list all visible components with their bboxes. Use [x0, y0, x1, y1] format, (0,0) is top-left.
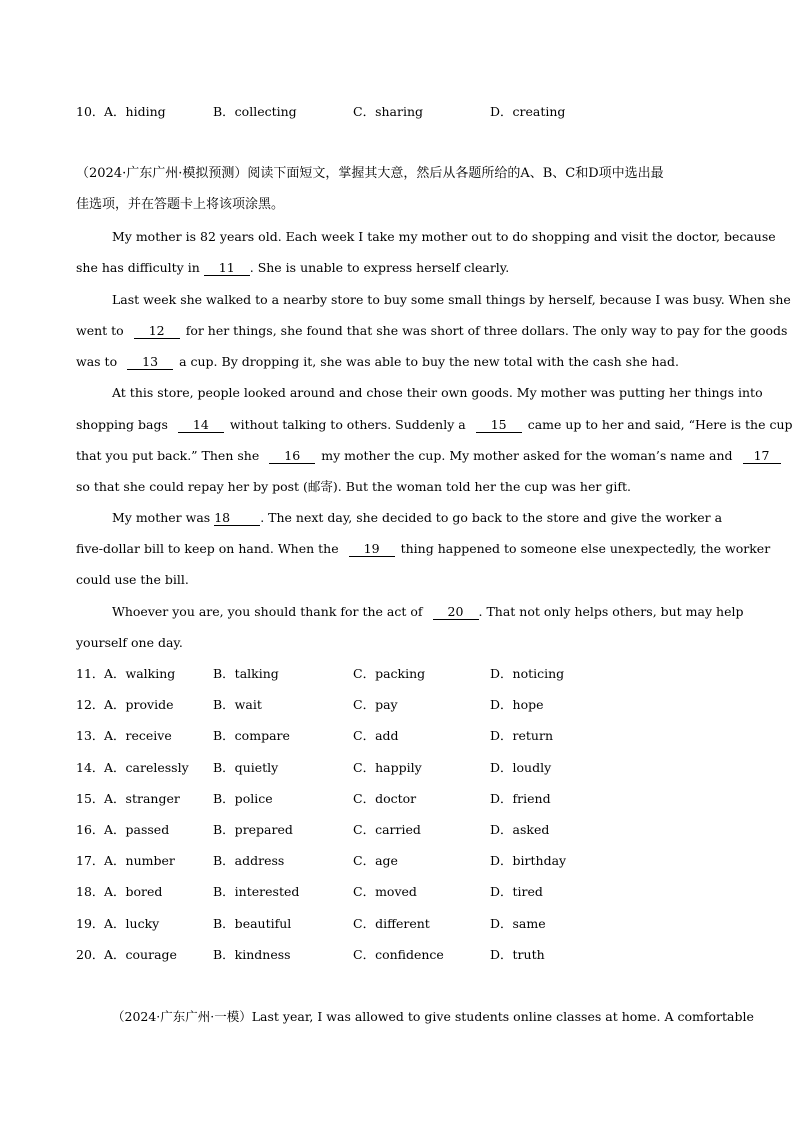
- blank-11[interactable]: 11: [204, 261, 250, 276]
- passage-line: My mother is 82 years old. Each week I take my mother out to do shopping and visit the doctor, because: [112, 229, 776, 244]
- option-a[interactable]: A．passed: [104, 822, 170, 837]
- passage-line: [112, 604, 743, 620]
- question-number: 11．: [76, 666, 105, 681]
- passage-line: [76, 417, 793, 433]
- text: without talking to others. Suddenly a: [229, 417, 466, 432]
- text: came up to her and said, “Here is the cup: [527, 417, 793, 432]
- option-c[interactable]: C．different: [353, 915, 430, 931]
- question-number: 12．: [76, 697, 105, 713]
- text: thing happened to someone else unexpectedly, the worker: [400, 541, 771, 556]
- passage-line: yourself one day.: [76, 635, 183, 650]
- option-d[interactable]: D．friend: [490, 790, 551, 806]
- text: a cup. By dropping it, she was able to buy the new total with the cash she had.: [179, 354, 679, 369]
- blank-17[interactable]: 17: [743, 449, 781, 464]
- option-b: B．collecting: [213, 104, 297, 119]
- option-c[interactable]: C．moved: [353, 884, 417, 900]
- blank-18[interactable]: 18: [214, 511, 260, 526]
- option-a[interactable]: A．receive: [104, 728, 172, 744]
- option-a: A．hiding: [104, 104, 166, 119]
- option-b[interactable]: B．police: [213, 790, 273, 806]
- section-intro-line-2: 佳选项，并在答题卡上将该项涂黑。: [76, 197, 285, 212]
- blank-13[interactable]: 13: [127, 355, 173, 370]
- option-d[interactable]: D．same: [490, 915, 546, 931]
- question-number: 13．: [76, 728, 105, 744]
- option-c[interactable]: C．pay: [353, 697, 398, 713]
- text: that you put back.” Then she: [76, 448, 260, 463]
- option-a[interactable]: A．walking: [104, 666, 176, 681]
- text: five-dollar bill to keep on hand. When the: [76, 541, 339, 556]
- option-d[interactable]: D．hope: [490, 697, 544, 713]
- passage-line: so that she could repay her by post (邮寄). But the woman told her the cup was her gift.: [76, 479, 631, 494]
- option-d[interactable]: D．truth: [490, 946, 545, 962]
- text: went to: [76, 323, 124, 338]
- option-c[interactable]: C．packing: [353, 666, 426, 681]
- option-b[interactable]: B．prepared: [213, 822, 293, 837]
- text: was to: [76, 354, 118, 369]
- option-a[interactable]: A．stranger: [104, 790, 180, 806]
- option-c[interactable]: C．confidence: [353, 946, 444, 962]
- option-c[interactable]: C．doctor: [353, 790, 417, 806]
- text: . She is unable to express herself clearly.: [249, 260, 510, 275]
- question-number: 17．: [76, 853, 105, 869]
- question-number: 14．: [76, 759, 105, 775]
- option-b[interactable]: B．beautiful: [213, 915, 292, 931]
- text: . The next day, she decided to go back to the store and give the worker a: [260, 510, 723, 525]
- option-a[interactable]: A．bored: [104, 884, 163, 900]
- option-a[interactable]: A．courage: [104, 946, 177, 962]
- question-number: 18．: [76, 884, 105, 900]
- option-d: D．creating: [490, 104, 566, 119]
- blank-20[interactable]: 20: [433, 605, 479, 620]
- passage-line: [76, 260, 509, 276]
- option-d[interactable]: D．noticing: [490, 666, 565, 681]
- option-b[interactable]: B．talking: [213, 666, 279, 681]
- passage-line: At this store, people looked around and chose their own goods. My mother was putting her things into: [112, 385, 763, 400]
- option-b[interactable]: B．wait: [213, 697, 262, 713]
- question-number: 10．: [76, 104, 105, 119]
- blank-16[interactable]: 16: [269, 449, 315, 464]
- option-b[interactable]: B．address: [213, 853, 285, 869]
- option-b[interactable]: B．quietly: [213, 759, 279, 775]
- option-d[interactable]: D．return: [490, 728, 553, 744]
- passage-line: could use the bill.: [76, 572, 189, 587]
- text: Whoever you are, you should thank for the act of: [112, 604, 423, 619]
- option-b[interactable]: B．kindness: [213, 946, 291, 962]
- text: shopping bags: [76, 417, 168, 432]
- passage-line: [76, 323, 787, 339]
- question-number: 19．: [76, 915, 105, 931]
- blank-19[interactable]: 19: [349, 542, 395, 557]
- text: she has difficulty in: [76, 260, 200, 275]
- blank-12[interactable]: 12: [134, 324, 180, 339]
- option-c[interactable]: C．carried: [353, 822, 421, 837]
- option-c[interactable]: C．add: [353, 728, 399, 744]
- passage-line: [76, 448, 781, 464]
- option-a[interactable]: A．lucky: [104, 915, 160, 931]
- question-number: 15．: [76, 790, 105, 806]
- option-c[interactable]: C．age: [353, 853, 398, 869]
- option-d[interactable]: D．birthday: [490, 853, 567, 869]
- passage-line: Last week she walked to a nearby store to buy some small things by herself, because I was busy. When she: [112, 292, 791, 307]
- option-d[interactable]: D．tired: [490, 884, 543, 900]
- text: my mother the cup. My mother asked for the woman’s name and: [321, 448, 733, 463]
- option-c[interactable]: C．happily: [353, 759, 422, 775]
- option-a[interactable]: A．provide: [104, 697, 174, 713]
- option-a[interactable]: A．carelessly: [104, 759, 189, 775]
- next-passage-line: （2024·广东广州·一模）Last year, I was allowed to give students online classes at home. A comfortable: [112, 1009, 754, 1024]
- passage-line: [112, 510, 723, 526]
- blank-14[interactable]: 14: [178, 418, 224, 433]
- option-b[interactable]: B．compare: [213, 728, 290, 744]
- option-d[interactable]: D．loudly: [490, 759, 552, 775]
- passage-line: [76, 354, 679, 370]
- blank-15[interactable]: 15: [476, 418, 522, 433]
- option-d[interactable]: D．asked: [490, 822, 550, 837]
- question-number: 16．: [76, 822, 105, 837]
- section-intro-line-1: （2024·广东广州·模拟预测）阅读下面短文，掌握其大意，然后从各题所给的A、B、C和D项中选出最: [76, 166, 664, 181]
- text: My mother was: [112, 510, 211, 525]
- text: . That not only helps others, but may help: [478, 604, 744, 619]
- question-number: 20．: [76, 946, 105, 962]
- passage-line: [76, 541, 770, 557]
- option-c: C．sharing: [353, 104, 424, 119]
- text: for her things, she found that she was short of three dollars. The only way to pay for the goods: [185, 323, 788, 338]
- option-b[interactable]: B．interested: [213, 884, 300, 900]
- option-a[interactable]: A．number: [104, 853, 175, 869]
